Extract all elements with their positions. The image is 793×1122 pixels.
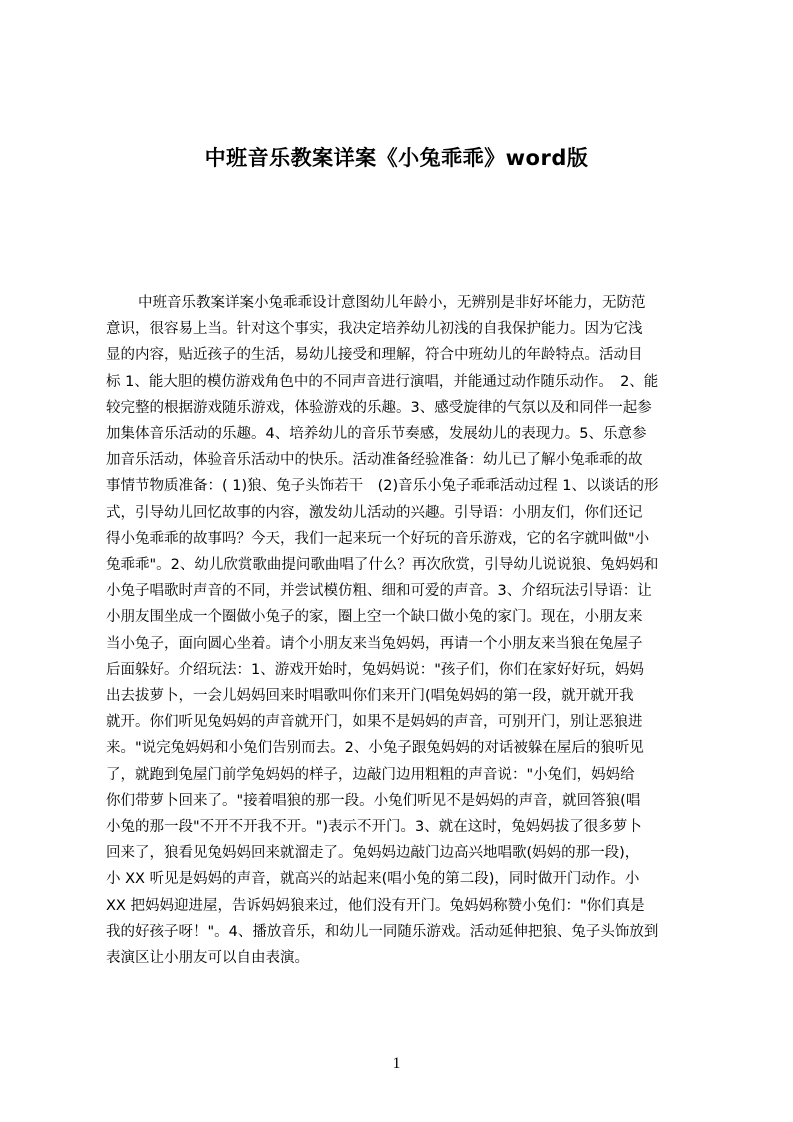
body-line: 了，就跑到兔屋门前学兔妈妈的样子，边敲门边用粗粗的声音说："小兔们，妈妈给 <box>106 766 635 783</box>
body-line: 加集体音乐活动的乐趣。4、培养幼儿的音乐节奏感，发展幼儿的表现力。5、乐意参 <box>106 426 647 443</box>
page-number: 1 <box>392 1055 401 1072</box>
body-line: 显的内容，贴近孩子的生活，易幼儿接受和理解，符合中班幼儿的年龄特点。活动目 <box>106 347 643 364</box>
body-line: 小兔子唱歌时声音的不同，并尝试模仿粗、细和可爱的声音。3、介绍玩法引导语：让 <box>106 583 652 600</box>
body-line: 兔乖乖"。2、幼儿欣赏歌曲提问歌曲唱了什么？再次欣赏，引导幼儿说说狼、兔妈妈和 <box>106 557 659 574</box>
body-line: 中班音乐教案详案小兔乖乖设计意图幼儿年龄小，无辨别是非好坏能力，无防范 <box>138 295 646 311</box>
body-line: 当小兔子，面向圆心坐着。请个小朋友来当兔妈妈，再请一个小朋友来当狼在兔屋子 <box>106 635 643 652</box>
body-line: 标 1、能大胆的模仿游戏角色中的不同声音进行演唱，并能通过动作随乐动作。 2、能 <box>106 373 659 390</box>
body-line: 事情节物质准备：( 1)狼、兔子头饰若干 (2)音乐小兔子乖乖活动过程 1、以谈话的形 <box>106 478 659 495</box>
body-line: 式，引导幼儿回忆故事的内容，激发幼儿活动的兴趣。引导语：小朋友们，你们还记 <box>106 504 643 521</box>
body-line: 回来了，狼看见兔妈妈回来就溜走了。兔妈妈边敲门边高兴地唱歌(妈妈的那一段)， <box>106 845 640 862</box>
body-line: 出去拔萝卜，一会儿妈妈回来时唱歌叫你们来开门(唱兔妈妈的第一段，就开就开我 <box>106 688 634 705</box>
body-line: 就开。你们听见兔妈妈的声音就开门，如果不是妈妈的声音，可别开门，别让恶狼进 <box>106 714 643 731</box>
body-line: 我的好孩子呀！"。4、播放音乐，和幼儿一同随乐游戏。活动延伸把狼、兔子头饰放到 <box>106 923 659 940</box>
body-line: 来。"说完兔妈妈和小兔们告别而去。2、小兔子跟兔妈妈的对话被躲在屋后的狼听见 <box>106 740 644 757</box>
body-line: 小朋友围坐成一个圈做小兔子的家，圈上空一个缺口做小兔的家门。现在，小朋友来 <box>106 609 643 626</box>
document-body <box>106 290 698 990</box>
body-line: 得小兔乖乖的故事吗？今天，我们一起来玩一个好玩的音乐游戏，它的名字就叫做"小 <box>106 530 650 547</box>
body-line: 你们带萝卜回来了。"接着唱狼的那一段。小兔们听见不是妈妈的声音，就回答狼(唱 <box>106 792 641 809</box>
body-line: 后面躲好。介绍玩法：1、游戏开始时，兔妈妈说："孩子们，你们在家好好玩，妈妈 <box>106 661 644 678</box>
body-line: 意识，很容易上当。针对这个事实，我决定培养幼儿初浅的自我保护能力。因为它浅 <box>106 321 643 338</box>
body-line: XX 把妈妈迎进屋，告诉妈妈狼来过，他们没有开门。兔妈妈称赞小兔们："你们真是 <box>106 897 645 914</box>
body-line: 小兔的那一段"不开不开我不开。")表示不开门。3、就在这时，兔妈妈拔了很多萝卜 <box>106 819 642 836</box>
document-title: 中班音乐教案详案《小兔乖乖》word版 <box>204 146 589 170</box>
body-line: 较完整的根据游戏随乐游戏，体验游戏的乐趣。3、感受旋律的气氛以及和同伴一起参 <box>106 399 652 416</box>
body-line: 表演区让小朋友可以自由表演。 <box>106 950 309 967</box>
body-line: 小 XX 听见是妈妈的声音，就高兴的站起来(唱小兔的第二段)，同时做开门动作。小 <box>106 871 640 888</box>
body-line: 加音乐活动，体验音乐活动中的快乐。活动准备经验准备：幼儿已了解小兔乖乖的故 <box>106 452 643 469</box>
